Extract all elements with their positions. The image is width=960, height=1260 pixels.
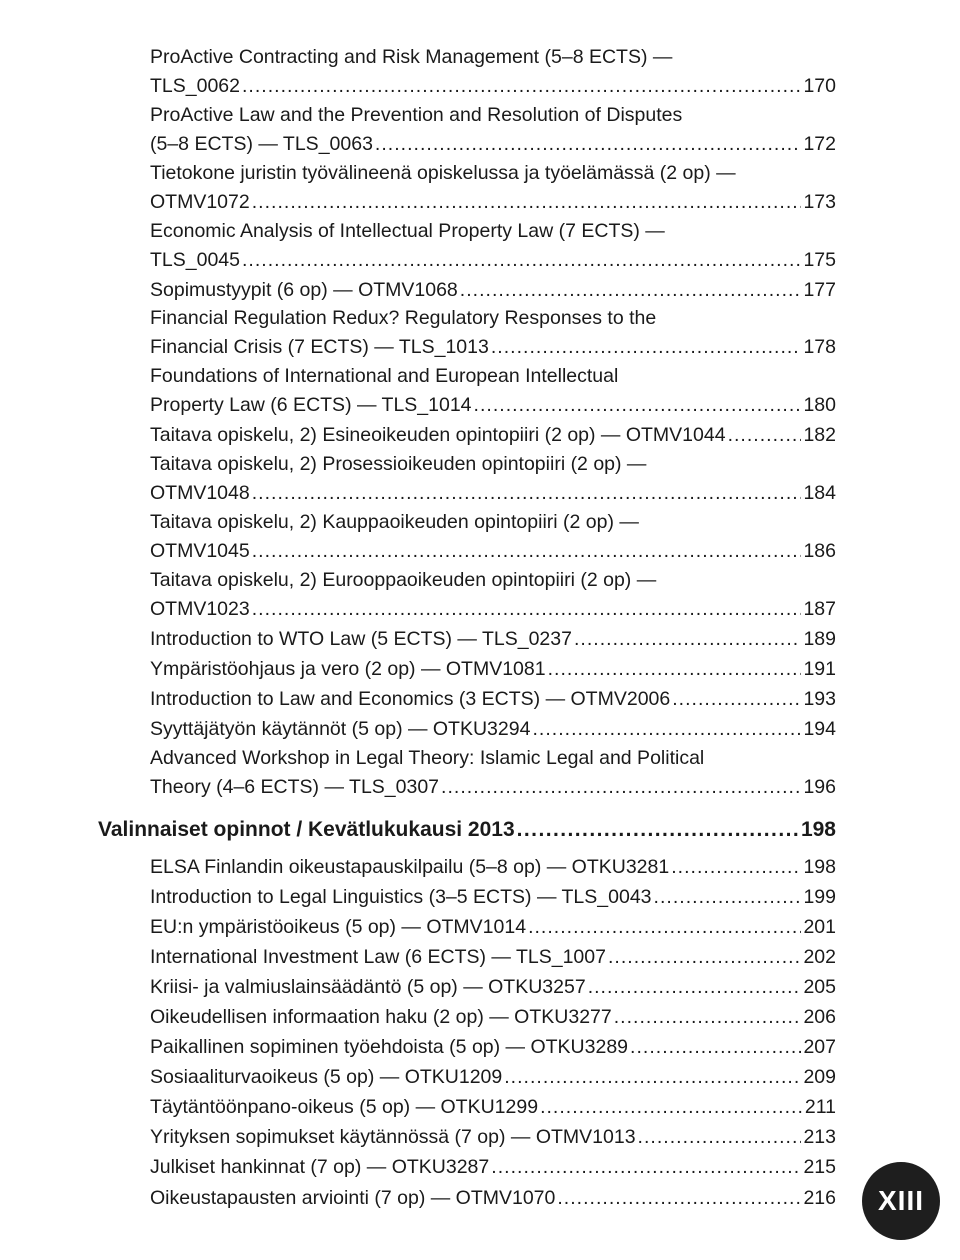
toc-entry-code: Financial Crisis (7 ECTS) — TLS_1013 xyxy=(150,336,489,358)
toc-entry-title: ProActive Contracting and Risk Management (5–8 ECTS) — xyxy=(150,46,673,68)
toc-entry[interactable] xyxy=(150,362,836,420)
toc-entry-code: (5–8 ECTS) — TLS_0063 xyxy=(150,133,373,155)
dot-leader xyxy=(672,685,801,714)
toc-entry[interactable] xyxy=(150,304,836,362)
toc-entry-title: Oikeudellisen informaation haku (2 op) — OTKU3277 xyxy=(150,1006,612,1028)
toc-page-number: 191 xyxy=(803,658,836,680)
toc-entry[interactable] xyxy=(150,973,836,1002)
section-title: Valinnaiset opinnot / Kevätlukukausi 2013 xyxy=(98,818,515,841)
toc-entry[interactable] xyxy=(150,1184,836,1213)
toc-entry-title: Taitava opiskelu, 2) Kauppaoikeuden opintopiiri (2 op) — xyxy=(150,511,639,533)
toc-page-number: 175 xyxy=(803,249,836,271)
dot-leader xyxy=(242,246,801,275)
toc-page-number: 182 xyxy=(803,424,836,446)
toc-page-number: 170 xyxy=(803,75,836,97)
toc-entry-title: Taitava opiskelu, 2) Prosessioikeuden opintopiiri (2 op) — xyxy=(150,453,647,475)
section-heading[interactable] xyxy=(98,815,836,845)
page-number-label: XIII xyxy=(877,1185,924,1216)
toc-entry-title: Introduction to Law and Economics (3 ECTS) — OTMV2006 xyxy=(150,688,671,710)
dot-leader xyxy=(630,1033,801,1062)
dot-leader xyxy=(548,655,802,684)
dot-leader xyxy=(532,715,801,744)
toc-page-number: 189 xyxy=(803,628,836,650)
toc-entry[interactable] xyxy=(150,508,836,566)
dot-leader xyxy=(504,1063,801,1092)
toc-entry-title: International Investment Law (6 ECTS) — TLS_1007 xyxy=(150,946,606,968)
toc-entry-title: Oikeustapausten arviointi (7 op) — OTMV1070 xyxy=(150,1187,556,1209)
toc-entry-title: Tietokone juristin työvälineenä opiskelussa ja työelämässä (2 op) — xyxy=(150,162,736,184)
toc-entry-title: Paikallinen sopiminen työehdoista (5 op) — OTKU3289 xyxy=(150,1036,629,1058)
toc-page-number: 178 xyxy=(803,336,836,358)
toc-entry-code: TLS_0062 xyxy=(150,75,240,97)
toc-page-number: 172 xyxy=(803,133,836,155)
toc-page-number: 205 xyxy=(803,976,836,998)
toc-entry[interactable] xyxy=(150,159,836,217)
toc-page-number: 202 xyxy=(803,946,836,968)
toc-entry[interactable] xyxy=(150,1153,836,1182)
toc-entry[interactable] xyxy=(150,685,836,714)
toc-page-number: 177 xyxy=(803,279,836,301)
dot-leader xyxy=(588,973,802,1002)
dot-leader xyxy=(252,595,802,624)
toc-entry-title: Syyttäjätyön käytännöt (5 op) — OTKU3294 xyxy=(150,718,531,740)
dot-leader xyxy=(252,479,802,508)
toc-page-number: 209 xyxy=(803,1066,836,1088)
toc-entry-title: Introduction to WTO Law (5 ECTS) — TLS_0237 xyxy=(150,628,572,650)
dot-leader xyxy=(654,883,802,912)
toc-page-number: 199 xyxy=(803,886,836,908)
toc-entry[interactable] xyxy=(150,1033,836,1062)
toc-page-number: 187 xyxy=(803,598,836,620)
toc-page-number: 213 xyxy=(803,1126,836,1148)
dot-leader xyxy=(557,1184,801,1213)
dot-leader xyxy=(638,1123,802,1152)
page-number-badge xyxy=(862,1162,940,1240)
toc-entry[interactable] xyxy=(150,715,836,744)
toc-page-number: 193 xyxy=(803,688,836,710)
toc-entry-code: OTMV1072 xyxy=(150,191,250,213)
toc-entry-title: EU:n ympäristöoikeus (5 op) — OTMV1014 xyxy=(150,916,527,938)
toc-entry-title: Sopimustyypit (6 op) — OTMV1068 xyxy=(150,279,458,301)
dot-leader xyxy=(528,913,801,942)
toc-page-number: 180 xyxy=(803,394,836,416)
dot-leader xyxy=(474,391,802,420)
toc-entry[interactable] xyxy=(150,655,836,684)
dot-leader xyxy=(252,537,802,566)
toc-entry-title: Advanced Workshop in Legal Theory: Islamic Legal and Political xyxy=(150,747,705,769)
toc-entry[interactable] xyxy=(150,43,836,101)
toc-entry-title: Foundations of International and European Intellectual xyxy=(150,365,619,387)
toc-entry-title: Sosiaaliturvaoikeus (5 op) — OTKU1209 xyxy=(150,1066,503,1088)
toc-entry[interactable] xyxy=(150,276,836,305)
toc-entry-title: Ympäristöohjaus ja vero (2 op) — OTMV1081 xyxy=(150,658,546,680)
dot-leader xyxy=(242,72,801,101)
toc-entry[interactable] xyxy=(150,217,836,275)
toc-entry-title: Economic Analysis of Intellectual Property Law (7 ECTS) — xyxy=(150,220,665,242)
toc-entry-title: Kriisi- ja valmiuslainsäädäntö (5 op) — OTKU3257 xyxy=(150,976,586,998)
dot-leader xyxy=(375,130,802,159)
toc-entry[interactable] xyxy=(150,566,836,624)
toc-page-number: 196 xyxy=(803,776,836,798)
toc-entry-title: Taitava opiskelu, 2) Esineoikeuden opintopiiri (2 op) — OTMV1044 xyxy=(150,424,726,446)
dot-leader xyxy=(614,1003,802,1032)
toc-entry[interactable] xyxy=(150,883,836,912)
toc-page-number: 216 xyxy=(803,1187,836,1209)
dot-leader xyxy=(491,333,802,362)
toc-entry-code: Theory (4–6 ECTS) — TLS_0307 xyxy=(150,776,440,798)
dot-leader xyxy=(460,276,802,305)
toc-entry-code: OTMV1048 xyxy=(150,482,250,504)
dot-leader xyxy=(574,625,801,654)
toc-entry-title: ELSA Finlandin oikeustapauskilpailu (5–8 op) — OTKU3281 xyxy=(150,856,670,878)
toc-entry-title: Introduction to Legal Linguistics (3–5 ECTS) — TLS_0043 xyxy=(150,886,652,908)
dot-leader xyxy=(540,1093,803,1122)
toc-page-number: 211 xyxy=(804,1096,836,1118)
dot-leader xyxy=(252,188,802,217)
toc-entry-code: Property Law (6 ECTS) — TLS_1014 xyxy=(150,394,472,416)
section-page-number: 198 xyxy=(800,818,836,841)
dot-leader xyxy=(671,853,801,882)
toc-entry[interactable] xyxy=(150,101,836,159)
toc-entry[interactable] xyxy=(150,1003,836,1032)
toc-entry[interactable] xyxy=(150,1063,836,1092)
dot-leader xyxy=(517,815,799,845)
toc-page-number: 207 xyxy=(803,1036,836,1058)
toc-page-number: 201 xyxy=(803,916,836,938)
toc-entry-code: OTMV1023 xyxy=(150,598,250,620)
toc-entry-title: Financial Regulation Redux? Regulatory Responses to the xyxy=(150,307,657,329)
toc-entry[interactable] xyxy=(150,853,836,882)
toc-entry[interactable] xyxy=(150,943,836,972)
toc-entry-code: OTMV1045 xyxy=(150,540,250,562)
toc-entry[interactable] xyxy=(150,913,836,942)
dot-leader xyxy=(728,421,802,450)
toc-page-number: 206 xyxy=(803,1006,836,1028)
dot-leader xyxy=(491,1153,801,1182)
toc-entry-code: TLS_0045 xyxy=(150,249,240,271)
toc-entry-title: Taitava opiskelu, 2) Eurooppaoikeuden opintopiiri (2 op) — xyxy=(150,569,657,591)
toc-page-number: 173 xyxy=(803,191,836,213)
toc-page-number: 194 xyxy=(803,718,836,740)
toc-entry-title: ProActive Law and the Prevention and Resolution of Disputes xyxy=(150,104,683,126)
dot-leader xyxy=(441,773,801,802)
toc-entry-title: Julkiset hankinnat (7 op) — OTKU3287 xyxy=(150,1156,490,1178)
dot-leader xyxy=(608,943,801,972)
toc-page-number: 198 xyxy=(803,856,836,878)
toc-entry-title: Yrityksen sopimukset käytännössä (7 op) — OTMV1013 xyxy=(150,1126,636,1148)
toc-entry[interactable] xyxy=(150,625,836,654)
toc-page-number: 184 xyxy=(803,482,836,504)
toc-entry[interactable] xyxy=(150,421,836,450)
toc-entry[interactable] xyxy=(150,1093,836,1122)
toc-entry-title: Täytäntöönpano-oikeus (5 op) — OTKU1299 xyxy=(150,1096,539,1118)
toc-page-number: 215 xyxy=(803,1156,836,1178)
toc-entry[interactable] xyxy=(150,744,836,802)
toc-entry[interactable] xyxy=(150,1123,836,1152)
toc-entry[interactable] xyxy=(150,450,836,508)
toc-page-number: 186 xyxy=(803,540,836,562)
